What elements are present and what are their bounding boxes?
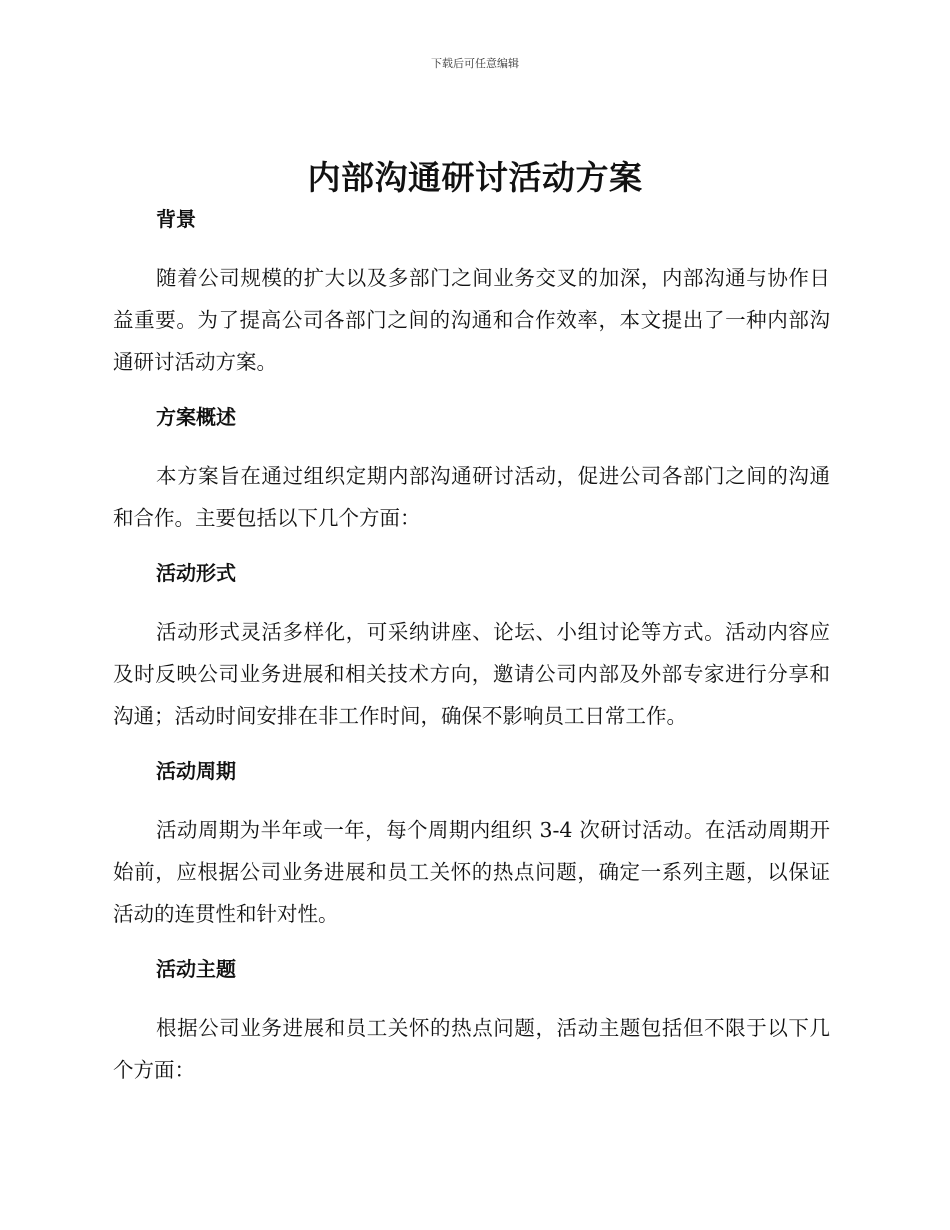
header-note: 下载后可任意编辑 [431, 57, 519, 70]
section-paragraph-overview: 本方案旨在通过组织定期内部沟通研讨活动，促进公司各部门之间的沟通和合作。主要包括以下几个方面： [113, 464, 830, 530]
section-paragraph-background: 随着公司规模的扩大以及多部门之间业务交叉的加深，内部沟通与协作日益重要。为了提高公司各部门之间的沟通和合作效率，本文提出了一种内部沟通研讨活动方案。 [113, 266, 830, 374]
section-paragraph-themes: 根据公司业务进展和员工关怀的热点问题，活动主题包括但不限于以下几个方面： [113, 1016, 830, 1082]
section-paragraph-format: 活动形式灵活多样化，可采纳讲座、论坛、小组讨论等方式。活动内容应及时反映公司业务进展和相关技术方向，邀请公司内部及外部专家进行分享和沟通；活动时间安排在非工作时间，确保不影响员工日常工作。 [113, 620, 830, 728]
section-heading-format: 活动形式 [156, 561, 236, 585]
section-heading-cycle: 活动周期 [156, 759, 236, 783]
section-heading-background: 背景 [156, 207, 196, 231]
section-heading-themes: 活动主题 [156, 957, 236, 981]
document-body [113, 205, 830, 1091]
section-heading-overview: 方案概述 [156, 405, 236, 429]
section-paragraph-cycle: 活动周期为半年或一年，每个周期内组织 3-4 次研讨活动。在活动周期开始前，应根据公司业务进展和员工关怀的热点问题，确定一系列主题，以保证活动的连贯性和针对性。 [113, 818, 830, 926]
document-title: 内部沟通研讨活动方案 [307, 158, 643, 197]
